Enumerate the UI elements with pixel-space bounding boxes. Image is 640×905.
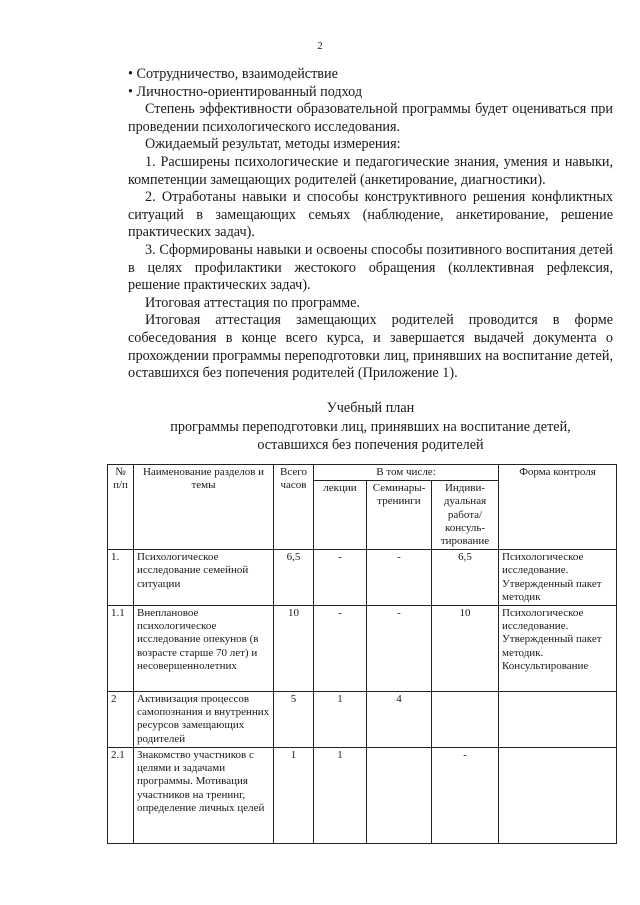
paragraph-final-attestation: Итоговая аттестация замещающих родителей проводится в форме собеседования в конце всего курса, и завершается выдачей документа о прохождении программы переподготовки лиц, принявших на воспитание детей, оставшихся без попечения родителей (Приложение 1). — [128, 312, 613, 382]
paragraph-final-attestation-heading: Итоговая аттестация по программе. — [145, 294, 361, 311]
row-total: 1 — [274, 748, 314, 844]
header-num: № п/п — [108, 465, 134, 550]
row-name: Психологическое исследование семейной ситуации — [134, 550, 274, 606]
row-name: Активизация процессов самопознания и внутренних ресурсов замещающих родителей — [134, 692, 274, 748]
header-seminars: Семинары-тренинги — [367, 481, 432, 550]
plan-subtitle-line-1: программы переподготовки лиц, принявших на воспитание детей, — [170, 418, 571, 435]
paragraph-result-2: 2. Отработаны навыки и способы конструктивного решения конфликтных ситуаций в замещающих семьях (наблюдение, анкетирование, решение практических задач). — [128, 189, 613, 241]
row-total: 10 — [274, 606, 314, 692]
row-lectures: - — [314, 550, 367, 606]
bullet-cooperation: • Сотрудничество, взаимодействие — [128, 66, 338, 82]
plan-subtitle-line-2: оставшихся без попечения родителей — [257, 437, 484, 453]
table-row — [108, 692, 617, 748]
row-name: Внеплановое психологическое исследование опекунов (в возрасте старше 70 лет) и несовершеннолетних — [134, 606, 274, 692]
header-individual: Индиви-дуальная работа/ консуль-тирование — [432, 481, 499, 550]
header-control: Форма контроля — [499, 465, 617, 550]
row-total: 6,5 — [274, 550, 314, 606]
curriculum-table — [107, 464, 617, 844]
row-control: Психологическое исследование. Утвержденный пакет методик — [499, 550, 617, 606]
row-name: Знакомство участников с целями и задачами программы. Мотивация участников на тренинг, определение личных целей — [134, 748, 274, 844]
body-text — [128, 66, 613, 383]
row-control: Психологическое исследование. Утвержденный пакет методик. Консультирование — [499, 606, 617, 692]
row-individual: - — [432, 748, 499, 844]
paragraph-result-3: 3. Сформированы навыки и освоены способы позитивного воспитания детей в целях профилактики жестокого обращения (коллективная рефлексия, решение практических задач). — [128, 241, 613, 294]
header-name: Наименование разделов и темы — [134, 465, 274, 550]
header-including: В том числе: — [314, 465, 499, 481]
bullet-personal-approach: • Личностно-ориентированный подход — [128, 83, 363, 100]
header-lectures: лекции — [314, 481, 367, 550]
paragraph-expected-result: Ожидаемый результат, методы измерения: — [145, 136, 401, 153]
row-num: 2.1 — [108, 748, 134, 844]
row-seminars — [367, 748, 432, 844]
header-total: Всего часов — [274, 465, 314, 550]
row-lectures: - — [314, 606, 367, 692]
table-row — [108, 550, 617, 606]
table-header-row — [108, 465, 617, 481]
row-num: 1. — [108, 550, 134, 606]
row-individual — [432, 692, 499, 748]
page-number: 2 — [317, 40, 323, 52]
plan-heading — [128, 399, 613, 455]
row-num: 2 — [108, 692, 134, 748]
row-lectures: 1 — [314, 748, 367, 844]
row-seminars: - — [367, 550, 432, 606]
table-row — [108, 748, 617, 844]
row-control — [499, 692, 617, 748]
row-num: 1.1 — [108, 606, 134, 692]
plan-title: Учебный план — [326, 400, 415, 416]
row-individual: 10 — [432, 606, 499, 692]
paragraph-efficiency: Степень эффективности образовательной программы будет оцениваться при проведении психологического исследования. — [128, 101, 613, 135]
row-lectures: 1 — [314, 692, 367, 748]
table-row — [108, 606, 617, 692]
paragraph-result-1: 1. Расширены психологические и педагогические знания, умения и навыки, компетенции замещающих родителей (анкетирование, диагностики). — [128, 153, 613, 188]
row-seminars: - — [367, 606, 432, 692]
row-total: 5 — [274, 692, 314, 748]
row-control — [499, 748, 617, 844]
row-individual: 6,5 — [432, 550, 499, 606]
row-seminars: 4 — [367, 692, 432, 748]
